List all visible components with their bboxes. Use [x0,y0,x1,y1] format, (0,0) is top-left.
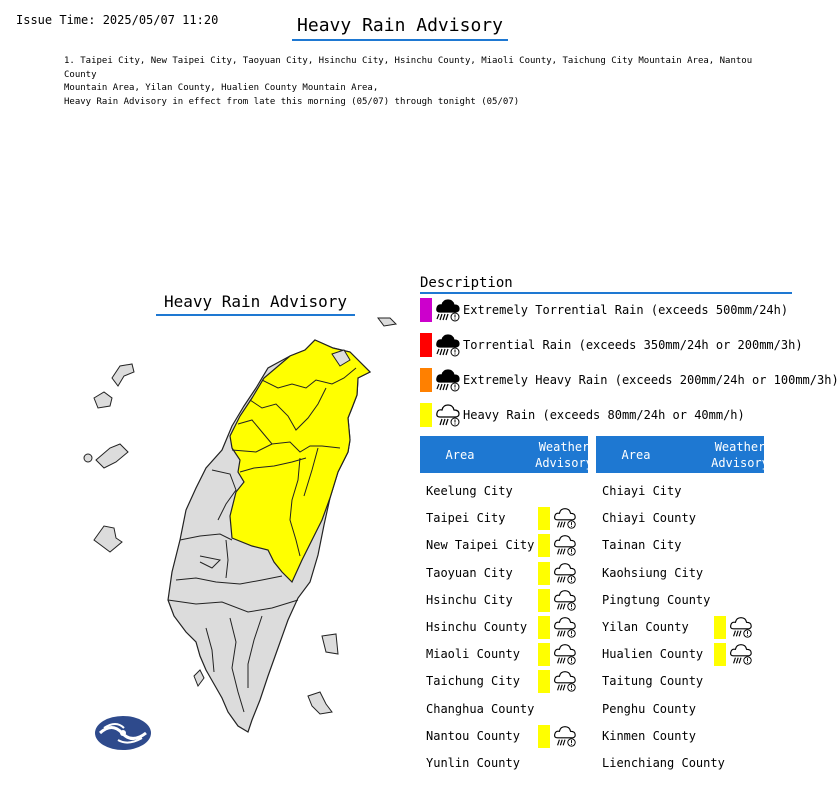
table-row [596,641,766,668]
area-name: Hsinchu City [426,592,513,607]
rain-cloud-icon [552,614,578,640]
table-row [420,723,590,750]
island-penghu-east [96,444,128,468]
table-row [596,587,766,614]
table-row [596,750,766,777]
island-offshore-north-east [378,318,396,326]
issue-time: Issue Time: 2025/05/07 11:20 [16,13,219,27]
area-name: Keelung City [426,484,513,498]
advisory-swatch [538,643,550,666]
island-liuqiu [194,670,204,686]
advisory-swatch [538,616,550,639]
header-area: Area [445,447,475,462]
advisory-swatch [538,725,550,748]
table-row [596,505,766,532]
table-row [420,478,590,505]
area-name: Yilan County [602,620,689,634]
table-row [596,532,766,559]
legend-label: Extremely Torrential Rain (exceeds 500mm/24h) [463,303,789,317]
rain-cloud-icon [552,587,578,613]
rain-cloud-icon [552,560,578,586]
advisory-description [64,55,754,109]
rain-cloud-icon [552,532,578,558]
area-name: Kaohsiung City [602,565,704,580]
legend-swatch [420,403,432,427]
area-name: Penghu County [602,701,696,716]
area-name: Yunlin County [426,756,520,770]
rain-cloud-icon [728,614,754,640]
table-row [596,696,766,723]
description-line-3: Heavy Rain Advisory in effect from late this morning (05/07) through tonight (05/07) [64,96,520,107]
area-name: Hsinchu County [426,620,528,634]
advisory-swatch [538,670,550,693]
legend-label: Torrential Rain (exceeds 350mm/24h or 200mm/3h) [463,338,803,352]
area-name: Kinmen County [602,728,696,743]
header-area: Area [621,447,651,462]
table-row [420,641,590,668]
header-advisory-line2: Advisory [711,456,769,470]
area-name: Pingtung County [602,592,711,607]
table-row [420,587,590,614]
legend-item [420,332,803,358]
header-advisory [692,439,788,471]
rain-cloud-icon [728,641,754,667]
rain-cloud-icon [552,505,578,531]
rain-cloud-icon [552,641,578,667]
advisory-swatch [538,562,550,585]
table-row [420,532,590,559]
table-header-right [596,436,769,473]
area-name: Hualien County [602,647,704,662]
table-row [420,696,590,723]
legend-label: Extremely Heavy Rain (exceeds 200mm/24h or 100mm/3h) [463,373,839,387]
table-row [596,723,766,750]
table-row [420,668,590,695]
area-name: Chiayi City [602,484,682,498]
legend-swatch [420,298,432,322]
legend-item [420,402,745,428]
island-penghu-south [94,526,122,552]
table-row [596,560,766,587]
rain-cloud-icon [552,723,578,749]
header-advisory-line1: Weather [538,440,590,454]
legend-swatch [420,368,432,392]
taiwan-map [60,290,400,760]
table-row [420,614,590,641]
description-line-2: Mountain Area, Yilan County, Hualien County Mountain Area, [64,83,379,93]
description-line-1: 1. Taipei City, New Taipei City, Taoyuan City, Hsinchu City, Hsinchu County, Miaoli County, Taichung City Mountain Area, Nantou County [64,56,753,80]
map-title: Heavy Rain Advisory [156,292,355,316]
area-name: Miaoli County [426,647,520,662]
advisory-swatch [714,643,726,666]
island-green [322,634,338,654]
area-name: Taitung County [602,674,704,689]
legend-swatch [420,333,432,357]
legend-item [420,367,839,393]
cwa-logo-icon [95,716,151,750]
area-name: Taoyuan City [426,565,513,580]
area-name: Taipei City [426,511,506,526]
area-name: Lienchiang County [602,756,725,770]
area-name: Tainan City [602,538,682,553]
area-name: Nantou County [426,728,520,743]
area-name: Taichung City [426,674,520,689]
table-row [420,750,590,777]
header-advisory-line1: Weather [714,440,766,454]
advisory-swatch [538,589,550,612]
island-small-1 [84,454,92,462]
advisory-swatch [714,616,726,639]
table-row [420,560,590,587]
rain-cloud-icon [434,401,462,429]
table-header-left [420,436,593,473]
heavy-downpour-icon [434,366,462,394]
legend-label: Heavy Rain (exceeds 80mm/24h or 40mm/h) [463,408,745,422]
table-row [596,668,766,695]
legend-title: Description [420,275,792,294]
island-penghu-west [94,392,112,408]
island-penghu-north [112,364,134,386]
table-row [596,478,766,505]
heavy-downpour-icon [434,296,462,324]
heavy-downpour-icon [434,331,462,359]
area-name: New Taipei City [426,538,535,553]
table-row [420,505,590,532]
page-title: Heavy Rain Advisory [292,15,508,41]
rain-cloud-icon [552,668,578,694]
advisory-swatch [538,534,550,557]
header-advisory-line2: Advisory [535,456,593,470]
area-name: Chiayi County [602,511,696,526]
legend-item [420,297,788,323]
area-name: Changhua County [426,701,535,716]
advisory-swatch [538,507,550,530]
table-row [596,614,766,641]
island-orchid [308,692,332,714]
